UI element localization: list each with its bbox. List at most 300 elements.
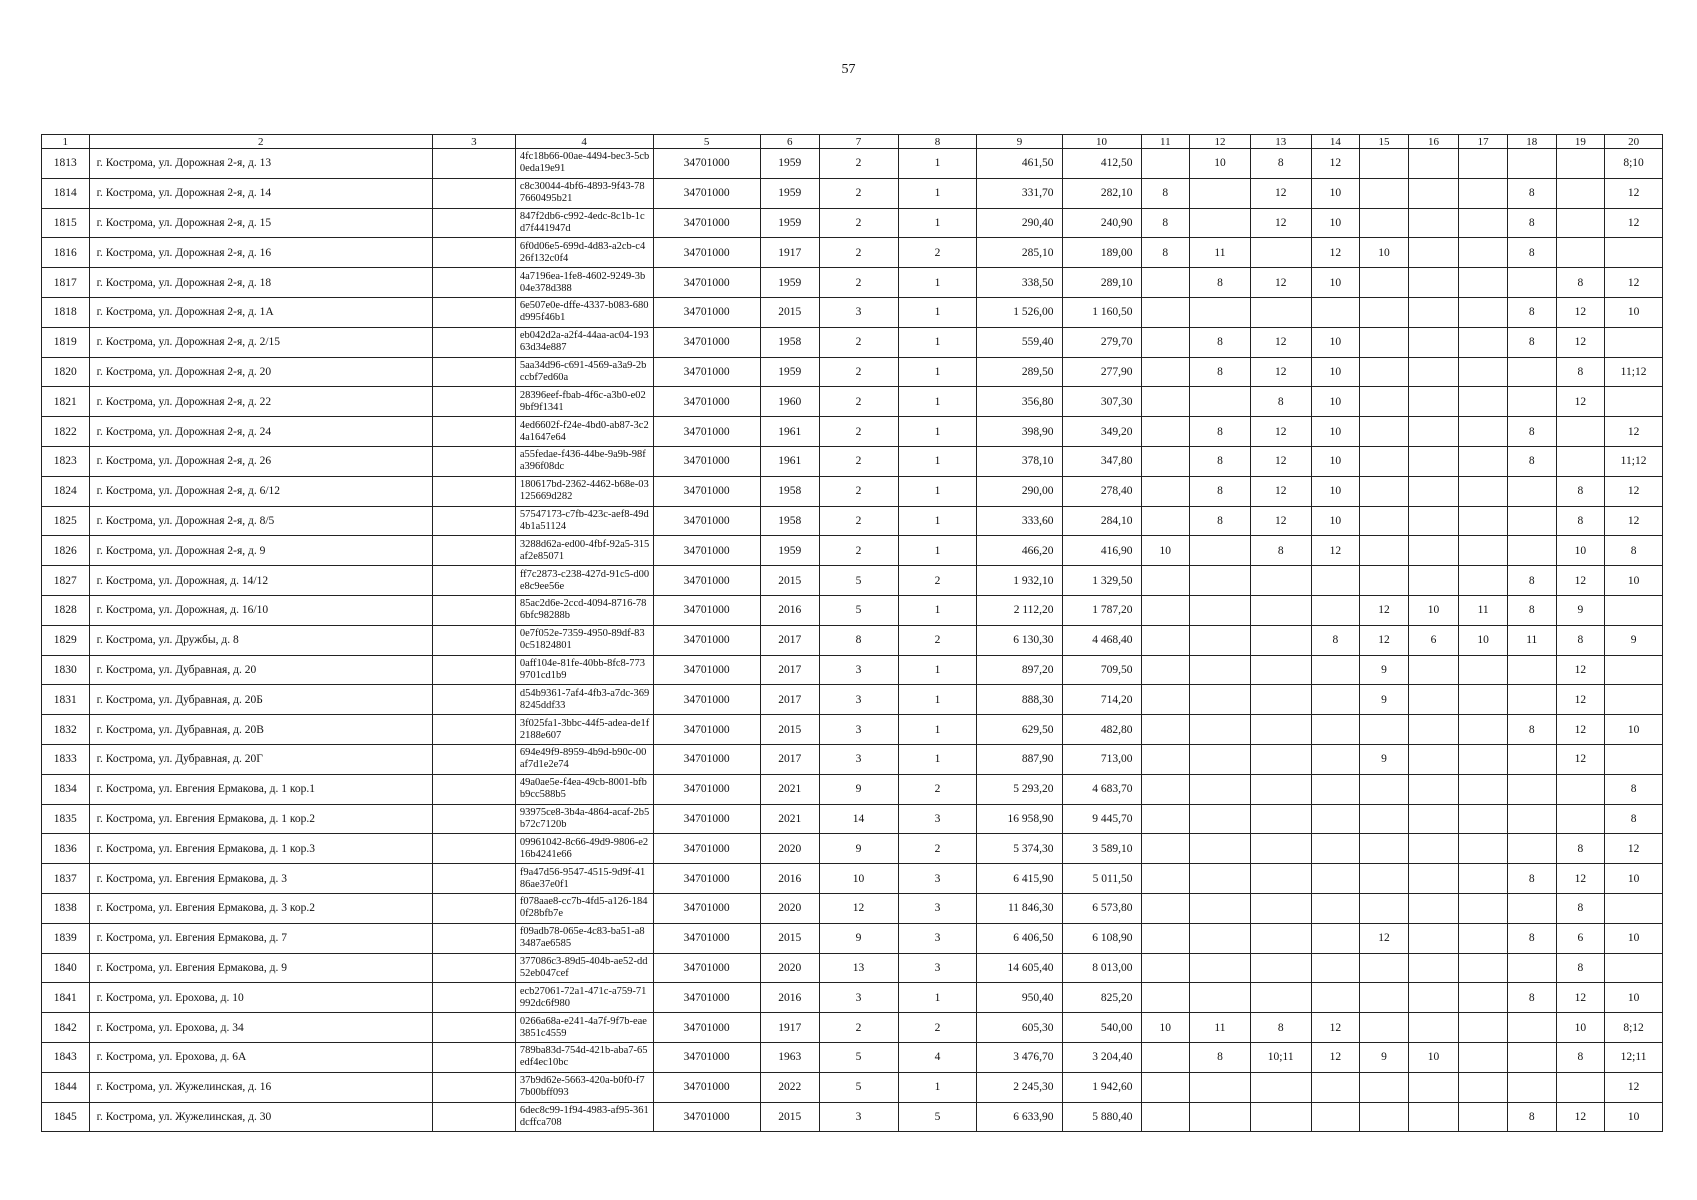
table-cell-col-19: 12 [1556, 566, 1605, 596]
table-cell-col-17 [1459, 774, 1508, 804]
table-cell-col-11 [1141, 1102, 1190, 1132]
table-cell-col-18: 8 [1507, 327, 1556, 357]
table-cell-col-4: 93975ce8-3b4a-4864-acaf-2b5b72c7120b [515, 804, 653, 834]
table-cell-col-1: 1834 [42, 774, 90, 804]
table-cell-col-18: 8 [1507, 238, 1556, 268]
table-cell-col-1: 1816 [42, 238, 90, 268]
table-cell-col-2: г. Кострома, ул. Дорожная 2-я, д. 9 [89, 536, 432, 566]
table-cell-col-12 [1190, 297, 1251, 327]
table-cell-col-8: 1 [898, 715, 977, 745]
table-cell-col-8: 1 [898, 655, 977, 685]
table-cell-col-3 [432, 685, 515, 715]
table-cell-col-5: 34701000 [653, 238, 760, 268]
table-cell-col-13 [1250, 923, 1311, 953]
table-cell-col-18 [1507, 1072, 1556, 1102]
table-cell-col-9: 331,70 [977, 178, 1062, 208]
table-cell-col-12 [1190, 208, 1251, 238]
table-cell-col-16 [1408, 804, 1459, 834]
table-cell-col-17 [1459, 834, 1508, 864]
table-cell-col-19: 12 [1556, 744, 1605, 774]
table-cell-col-17 [1459, 893, 1508, 923]
table-cell-col-10: 282,10 [1062, 178, 1141, 208]
table-cell-col-7: 5 [819, 1072, 898, 1102]
table-cell-col-16 [1408, 357, 1459, 387]
table-cell-col-11 [1141, 625, 1190, 655]
table-cell-col-10: 482,80 [1062, 715, 1141, 745]
table-cell-col-8: 3 [898, 923, 977, 953]
table-cell-col-20: 12 [1605, 834, 1663, 864]
table-cell-col-3 [432, 387, 515, 417]
table-cell-col-14 [1311, 1102, 1360, 1132]
table-cell-col-2: г. Кострома, ул. Дубравная, д. 20Б [89, 685, 432, 715]
table-cell-col-6: 2020 [760, 893, 819, 923]
table-cell-col-11 [1141, 715, 1190, 745]
table-cell-col-1: 1820 [42, 357, 90, 387]
table-cell-col-2: г. Кострома, ул. Дорожная 2-я, д. 1А [89, 297, 432, 327]
table-cell-col-4: 6dec8c99-1f94-4983-af95-361dcffca708 [515, 1102, 653, 1132]
table-cell-col-2: г. Кострома, ул. Евгения Ермакова, д. 1 кор.3 [89, 834, 432, 864]
table-cell-col-2: г. Кострома, ул. Дорожная 2-я, д. 2/15 [89, 327, 432, 357]
table-row [42, 1102, 1663, 1132]
table-cell-col-20: 9 [1605, 625, 1663, 655]
table-cell-col-3 [432, 923, 515, 953]
table-cell-col-13: 12 [1250, 476, 1311, 506]
table-cell-col-17 [1459, 953, 1508, 983]
table-cell-col-5: 34701000 [653, 1072, 760, 1102]
table-row [42, 1042, 1663, 1072]
table-cell-col-7: 2 [819, 178, 898, 208]
table-cell-col-11 [1141, 804, 1190, 834]
table-cell-col-10: 278,40 [1062, 476, 1141, 506]
table-cell-col-4: 3f025fa1-3bbc-44f5-adea-de1f2188e607 [515, 715, 653, 745]
table-cell-col-15 [1360, 893, 1409, 923]
table-cell-col-8: 1 [898, 268, 977, 298]
table-cell-col-13 [1250, 983, 1311, 1013]
table-cell-col-13 [1250, 238, 1311, 268]
table-cell-col-9: 6 406,50 [977, 923, 1062, 953]
table-cell-col-12 [1190, 953, 1251, 983]
table-cell-col-15 [1360, 446, 1409, 476]
table-cell-col-19: 8 [1556, 476, 1605, 506]
table-cell-col-5: 34701000 [653, 178, 760, 208]
table-cell-col-1: 1817 [42, 268, 90, 298]
table-cell-col-13 [1250, 953, 1311, 983]
table-cell-col-15 [1360, 417, 1409, 447]
table-row [42, 476, 1663, 506]
table-cell-col-4: 0266a68a-e241-4a7f-9f7b-eae3851c4559 [515, 1013, 653, 1043]
table-row [42, 208, 1663, 238]
table-cell-col-9: 285,10 [977, 238, 1062, 268]
table-cell-col-3 [432, 595, 515, 625]
column-header-13: 13 [1250, 135, 1311, 149]
table-cell-col-16 [1408, 834, 1459, 864]
table-cell-col-19: 6 [1556, 923, 1605, 953]
table-cell-col-10: 284,10 [1062, 506, 1141, 536]
table-cell-col-2: г. Кострома, ул. Евгения Ермакова, д. 1 кор.2 [89, 804, 432, 834]
table-cell-col-5: 34701000 [653, 953, 760, 983]
table-cell-col-19: 10 [1556, 536, 1605, 566]
table-cell-col-14: 10 [1311, 357, 1360, 387]
table-cell-col-4: 0aff104e-81fe-40bb-8fc8-7739701cd1b9 [515, 655, 653, 685]
table-cell-col-1: 1845 [42, 1102, 90, 1132]
table-cell-col-16 [1408, 149, 1459, 179]
table-cell-col-18 [1507, 387, 1556, 417]
table-cell-col-20 [1605, 595, 1663, 625]
table-cell-col-18: 8 [1507, 446, 1556, 476]
table-cell-col-7: 3 [819, 715, 898, 745]
table-cell-col-14 [1311, 953, 1360, 983]
table-cell-col-18 [1507, 893, 1556, 923]
table-cell-col-11 [1141, 268, 1190, 298]
table-cell-col-19: 12 [1556, 297, 1605, 327]
table-cell-col-15 [1360, 208, 1409, 238]
table-cell-col-16 [1408, 536, 1459, 566]
table-cell-col-5: 34701000 [653, 1013, 760, 1043]
table-cell-col-10: 714,20 [1062, 685, 1141, 715]
table-cell-col-6: 2015 [760, 566, 819, 596]
table-cell-col-1: 1838 [42, 893, 90, 923]
table-cell-col-1: 1844 [42, 1072, 90, 1102]
table-cell-col-19: 12 [1556, 715, 1605, 745]
table-cell-col-1: 1815 [42, 208, 90, 238]
table-cell-col-15: 9 [1360, 744, 1409, 774]
table-cell-col-4: 3288d62a-ed00-4fbf-92a5-315af2e85071 [515, 536, 653, 566]
table-cell-col-1: 1830 [42, 655, 90, 685]
table-cell-col-6: 2016 [760, 595, 819, 625]
table-cell-col-14: 10 [1311, 476, 1360, 506]
table-cell-col-18: 11 [1507, 625, 1556, 655]
table-cell-col-8: 1 [898, 595, 977, 625]
table-cell-col-5: 34701000 [653, 774, 760, 804]
table-cell-col-2: г. Кострома, ул. Дубравная, д. 20Г [89, 744, 432, 774]
table-cell-col-13: 8 [1250, 149, 1311, 179]
table-cell-col-10: 347,80 [1062, 446, 1141, 476]
table-cell-col-18: 8 [1507, 595, 1556, 625]
table-cell-col-1: 1837 [42, 864, 90, 894]
table-row [42, 893, 1663, 923]
table-cell-col-18: 8 [1507, 983, 1556, 1013]
table-cell-col-3 [432, 476, 515, 506]
table-cell-col-1: 1836 [42, 834, 90, 864]
table-cell-col-9: 289,50 [977, 357, 1062, 387]
table-cell-col-2: г. Кострома, ул. Дорожная 2-я, д. 13 [89, 149, 432, 179]
table-cell-col-3 [432, 893, 515, 923]
table-cell-col-17 [1459, 208, 1508, 238]
table-cell-col-19: 9 [1556, 595, 1605, 625]
table-cell-col-9: 290,40 [977, 208, 1062, 238]
table-cell-col-10: 416,90 [1062, 536, 1141, 566]
table-cell-col-1: 1839 [42, 923, 90, 953]
table-cell-col-1: 1819 [42, 327, 90, 357]
table-cell-col-16 [1408, 1102, 1459, 1132]
table-cell-col-19: 8 [1556, 625, 1605, 655]
table-cell-col-20: 10 [1605, 983, 1663, 1013]
table-cell-col-7: 3 [819, 744, 898, 774]
table-cell-col-17 [1459, 417, 1508, 447]
table-cell-col-13 [1250, 685, 1311, 715]
table-cell-col-11 [1141, 1042, 1190, 1072]
column-header-15: 15 [1360, 135, 1409, 149]
table-cell-col-17 [1459, 715, 1508, 745]
table-cell-col-17 [1459, 1013, 1508, 1043]
table-cell-col-3 [432, 953, 515, 983]
table-cell-col-15 [1360, 715, 1409, 745]
table-cell-col-20: 12 [1605, 476, 1663, 506]
table-cell-col-6: 1917 [760, 1013, 819, 1043]
table-cell-col-6: 2020 [760, 953, 819, 983]
table-cell-col-8: 1 [898, 476, 977, 506]
table-cell-col-16 [1408, 744, 1459, 774]
table-cell-col-3 [432, 327, 515, 357]
table-cell-col-13: 12 [1250, 208, 1311, 238]
table-cell-col-7: 2 [819, 327, 898, 357]
table-cell-col-5: 34701000 [653, 864, 760, 894]
table-cell-col-11: 8 [1141, 178, 1190, 208]
table-cell-col-8: 1 [898, 208, 977, 238]
table-cell-col-6: 1959 [760, 208, 819, 238]
table-cell-col-11 [1141, 893, 1190, 923]
table-cell-col-16 [1408, 983, 1459, 1013]
table-cell-col-15 [1360, 387, 1409, 417]
table-cell-col-12 [1190, 715, 1251, 745]
table-cell-col-11 [1141, 685, 1190, 715]
table-cell-col-12 [1190, 566, 1251, 596]
table-cell-col-15 [1360, 297, 1409, 327]
table-cell-col-13: 10;11 [1250, 1042, 1311, 1072]
table-cell-col-16 [1408, 1072, 1459, 1102]
table-cell-col-3 [432, 178, 515, 208]
table-cell-col-20 [1605, 387, 1663, 417]
table-cell-col-4: 49a0ae5e-f4ea-49cb-8001-bfbb9cc588b5 [515, 774, 653, 804]
table-cell-col-15 [1360, 1102, 1409, 1132]
table-cell-col-2: г. Кострома, ул. Дорожная 2-я, д. 14 [89, 178, 432, 208]
table-cell-col-10: 349,20 [1062, 417, 1141, 447]
table-cell-col-20: 8 [1605, 536, 1663, 566]
table-cell-col-20: 10 [1605, 297, 1663, 327]
table-cell-col-20: 10 [1605, 715, 1663, 745]
table-cell-col-5: 34701000 [653, 149, 760, 179]
table-cell-col-13: 8 [1250, 1013, 1311, 1043]
table-cell-col-20: 10 [1605, 566, 1663, 596]
table-cell-col-14 [1311, 923, 1360, 953]
table-cell-col-6: 1961 [760, 417, 819, 447]
table-cell-col-12: 11 [1190, 1013, 1251, 1043]
table-cell-col-16 [1408, 506, 1459, 536]
table-cell-col-9: 290,00 [977, 476, 1062, 506]
table-cell-col-3 [432, 357, 515, 387]
column-header-8: 8 [898, 135, 977, 149]
table-cell-col-4: a55fedae-f436-44be-9a9b-98fa396f08dc [515, 446, 653, 476]
table-cell-col-2: г. Кострома, ул. Ерохова, д. 6А [89, 1042, 432, 1072]
table-cell-col-19 [1556, 804, 1605, 834]
table-cell-col-8: 3 [898, 953, 977, 983]
table-cell-col-15 [1360, 834, 1409, 864]
table-cell-col-11 [1141, 595, 1190, 625]
table-cell-col-20 [1605, 744, 1663, 774]
table-cell-col-7: 2 [819, 1013, 898, 1043]
table-cell-col-12 [1190, 595, 1251, 625]
table-cell-col-10: 825,20 [1062, 983, 1141, 1013]
table-cell-col-5: 34701000 [653, 893, 760, 923]
table-cell-col-18: 8 [1507, 864, 1556, 894]
page-number: 57 [841, 62, 856, 77]
table-cell-col-15: 9 [1360, 1042, 1409, 1072]
table-cell-col-14 [1311, 893, 1360, 923]
table-cell-col-7: 10 [819, 864, 898, 894]
table-cell-col-11: 10 [1141, 536, 1190, 566]
table-cell-col-6: 2016 [760, 983, 819, 1013]
table-cell-col-10: 307,30 [1062, 387, 1141, 417]
table-cell-col-13: 8 [1250, 387, 1311, 417]
table-cell-col-14: 12 [1311, 1042, 1360, 1072]
table-cell-col-16 [1408, 566, 1459, 596]
table-row [42, 953, 1663, 983]
table-cell-col-10: 709,50 [1062, 655, 1141, 685]
table-row [42, 327, 1663, 357]
table-cell-col-15 [1360, 536, 1409, 566]
table-cell-col-8: 4 [898, 1042, 977, 1072]
table-cell-col-12: 8 [1190, 357, 1251, 387]
table-cell-col-18 [1507, 834, 1556, 864]
table-cell-col-12 [1190, 864, 1251, 894]
table-cell-col-14: 12 [1311, 238, 1360, 268]
table-cell-col-18 [1507, 953, 1556, 983]
table-cell-col-14: 10 [1311, 208, 1360, 238]
table-cell-col-11: 8 [1141, 238, 1190, 268]
table-cell-col-9: 888,30 [977, 685, 1062, 715]
table-cell-col-19: 12 [1556, 387, 1605, 417]
table-cell-col-18 [1507, 357, 1556, 387]
table-cell-col-9: 398,90 [977, 417, 1062, 447]
table-cell-col-8: 1 [898, 357, 977, 387]
table-cell-col-3 [432, 655, 515, 685]
table-cell-col-14 [1311, 983, 1360, 1013]
table-cell-col-4: 789ba83d-754d-421b-aba7-65edf4ec10bc [515, 1042, 653, 1072]
table-cell-col-20: 12 [1605, 178, 1663, 208]
table-cell-col-4: 5aa34d96-c691-4569-a3a9-2bccbf7ed60a [515, 357, 653, 387]
table-cell-col-13 [1250, 655, 1311, 685]
table-cell-col-4: 57547173-c7fb-423c-aef8-49d4b1a51124 [515, 506, 653, 536]
table-cell-col-11 [1141, 744, 1190, 774]
table-cell-col-20: 10 [1605, 923, 1663, 953]
table-cell-col-14 [1311, 834, 1360, 864]
table-cell-col-3 [432, 208, 515, 238]
table-cell-col-20: 11;12 [1605, 357, 1663, 387]
table-cell-col-8: 1 [898, 506, 977, 536]
table-cell-col-5: 34701000 [653, 387, 760, 417]
table-cell-col-8: 1 [898, 536, 977, 566]
table-cell-col-3 [432, 268, 515, 298]
table-row [42, 387, 1663, 417]
table-cell-col-18 [1507, 1013, 1556, 1043]
table-cell-col-13 [1250, 893, 1311, 923]
column-header-7: 7 [819, 135, 898, 149]
table-row [42, 566, 1663, 596]
table-cell-col-16 [1408, 327, 1459, 357]
table-cell-col-17 [1459, 566, 1508, 596]
table-cell-col-17 [1459, 506, 1508, 536]
table-cell-col-17 [1459, 446, 1508, 476]
table-cell-col-19 [1556, 417, 1605, 447]
table-cell-col-7: 2 [819, 506, 898, 536]
table-cell-col-3 [432, 834, 515, 864]
table-cell-col-2: г. Кострома, ул. Дорожная 2-я, д. 18 [89, 268, 432, 298]
table-cell-col-2: г. Кострома, ул. Дорожная, д. 14/12 [89, 566, 432, 596]
table-cell-col-19 [1556, 774, 1605, 804]
table-cell-col-2: г. Кострома, ул. Жужелинская, д. 30 [89, 1102, 432, 1132]
table-cell-col-12: 8 [1190, 476, 1251, 506]
table-cell-col-9: 6 633,90 [977, 1102, 1062, 1132]
table-cell-col-16 [1408, 387, 1459, 417]
table-cell-col-2: г. Кострома, ул. Дорожная 2-я, д. 16 [89, 238, 432, 268]
table-row [42, 446, 1663, 476]
table-cell-col-7: 3 [819, 983, 898, 1013]
table-row [42, 744, 1663, 774]
table-cell-col-17 [1459, 268, 1508, 298]
table-cell-col-15 [1360, 268, 1409, 298]
table-cell-col-13 [1250, 774, 1311, 804]
table-row [42, 834, 1663, 864]
table-cell-col-5: 34701000 [653, 297, 760, 327]
table-cell-col-20: 8 [1605, 804, 1663, 834]
table-cell-col-2: г. Кострома, ул. Дорожная 2-я, д. 22 [89, 387, 432, 417]
table-cell-col-17 [1459, 744, 1508, 774]
table-cell-col-1: 1814 [42, 178, 90, 208]
table-cell-col-1: 1840 [42, 953, 90, 983]
table-cell-col-18: 8 [1507, 923, 1556, 953]
table-cell-col-4: 6e507e0e-dffe-4337-b083-680d995f46b1 [515, 297, 653, 327]
table-cell-col-19: 12 [1556, 1102, 1605, 1132]
table-cell-col-16 [1408, 655, 1459, 685]
table-cell-col-1: 1841 [42, 983, 90, 1013]
table-cell-col-17 [1459, 1072, 1508, 1102]
table-cell-col-11 [1141, 446, 1190, 476]
table-cell-col-17 [1459, 923, 1508, 953]
column-header-10: 10 [1062, 135, 1141, 149]
column-header-4: 4 [515, 135, 653, 149]
table-cell-col-7: 9 [819, 923, 898, 953]
table-cell-col-17 [1459, 804, 1508, 834]
table-cell-col-13: 12 [1250, 268, 1311, 298]
table-cell-col-9: 16 958,90 [977, 804, 1062, 834]
table-cell-col-9: 2 245,30 [977, 1072, 1062, 1102]
table-cell-col-10: 1 160,50 [1062, 297, 1141, 327]
table-cell-col-12 [1190, 536, 1251, 566]
table-cell-col-6: 2015 [760, 1102, 819, 1132]
table-cell-col-15 [1360, 804, 1409, 834]
table-row [42, 864, 1663, 894]
table-cell-col-16 [1408, 923, 1459, 953]
table-cell-col-6: 2017 [760, 744, 819, 774]
table-cell-col-13: 12 [1250, 357, 1311, 387]
table-cell-col-10: 3 589,10 [1062, 834, 1141, 864]
table-cell-col-13 [1250, 715, 1311, 745]
table-cell-col-12 [1190, 983, 1251, 1013]
table-cell-col-12: 8 [1190, 446, 1251, 476]
table-cell-col-12: 8 [1190, 1042, 1251, 1072]
table-cell-col-18 [1507, 744, 1556, 774]
table-cell-col-15: 10 [1360, 238, 1409, 268]
table-row [42, 149, 1663, 179]
table-cell-col-9: 897,20 [977, 655, 1062, 685]
table-row [42, 1072, 1663, 1102]
table-cell-col-15 [1360, 566, 1409, 596]
table-cell-col-6: 2017 [760, 625, 819, 655]
table-cell-col-10: 1 787,20 [1062, 595, 1141, 625]
table-cell-col-4: 4fc18b66-00ae-4494-bec3-5cb0eda19e91 [515, 149, 653, 179]
table-cell-col-3 [432, 744, 515, 774]
table-cell-col-2: г. Кострома, ул. Дубравная, д. 20В [89, 715, 432, 745]
